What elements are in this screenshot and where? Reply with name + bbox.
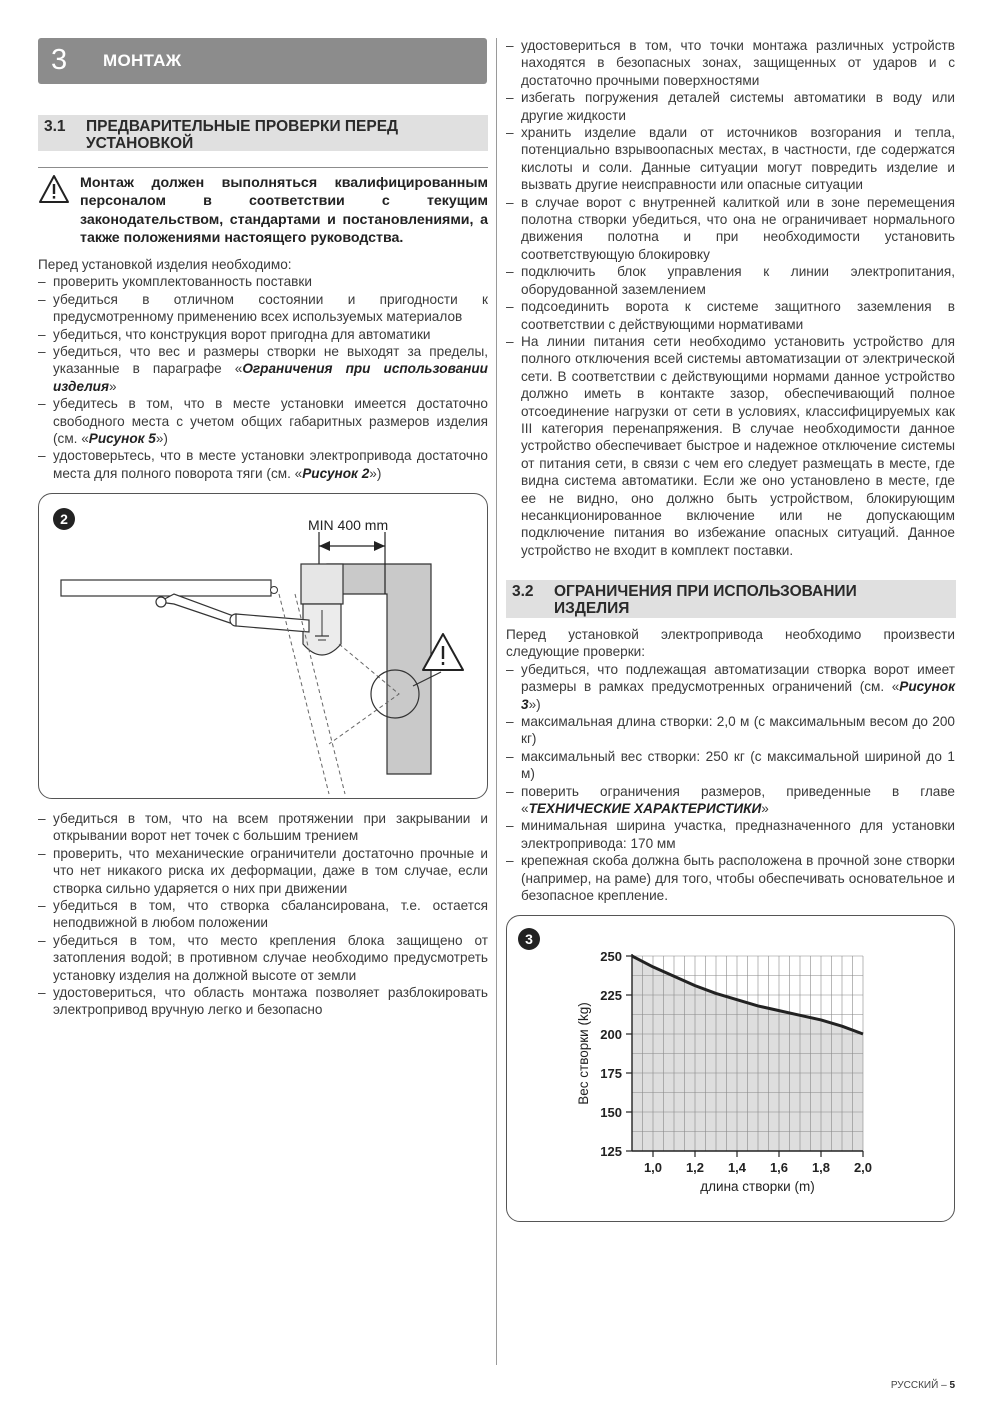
chart-y-tick-label: 200 [600,1027,622,1042]
chart-x-tick-label: 1,6 [769,1160,789,1175]
list-item-text: убедиться, что вес и размеры створки не выходят за пределы, указанные в параграфе « [53,344,488,377]
list-item: – проверить, что механические ограничители достаточно прочные и что нет никакого риска их деформации, даже в том случае, если створка сильно ударяется о них при движении [38,845,488,897]
list-item: – убедиться, что конструкция ворот пригодна для автоматики [38,326,488,343]
right-text-block-1 [506,37,955,559]
list-item [38,395,488,447]
page-number: 5 [949,1380,955,1391]
figure-badge: 3 [518,928,540,950]
list-item: – минимальная ширина участка, предназначенного для установки электропривода: 170 мм [506,817,955,852]
right-text-block-2 [506,626,955,905]
list-item-text: ») [369,465,382,481]
section-title: ОГРАНИЧЕНИЯ ПРИ ИСПОЛЬЗОВАНИИ ИЗДЕЛИЯ [554,583,857,617]
figure-reference-link[interactable]: Рисунок 2 [302,465,370,481]
list-item: – хранить изделие вдали от источников возгорания и тепла, потенциально взрывоопасных местах, в частности, где содержатся кислоты и соли. Данные ситуации могут повредить изделие и вызвать другие неисправности или опасные ситуации [506,124,955,194]
list-item-text: поверить ограничения размеров, приведенные в главе « [521,783,955,817]
checklist [38,273,488,482]
list-item-text: убедитесь в том, что в месте установки имеется достаточно свободного места с учетом общих габаритных размеров изделия (см. « [53,396,488,447]
chapter-header [38,38,487,84]
checklist [506,37,955,559]
list-item: – в случае ворот с внутренней калиткой или в зоне перемещения полотна створки убедиться, что она не ограничивает нормального движения полотна и при необходимости установить соответствующую блокировку [506,194,955,264]
figure-2-box [38,493,488,799]
list-item: – убедиться в том, что створка сбалансирована, т.е. остается неподвижной в любом положении [38,897,488,932]
list-item-text: » [761,801,769,817]
section-number: 3.2 [512,583,534,600]
chart-x-tick-label: 2,0 [853,1160,873,1175]
figure-3-box [506,915,955,1222]
list-item: – удостовериться, что область монтажа позволяет разблокировать электропривод вручную легко и безопасно [38,984,488,1019]
chart-x-tick-label: 1,8 [811,1160,831,1175]
chart-y-tick-label: 250 [600,949,622,964]
list-item-text: ») [155,431,168,447]
chart-y-tick-label: 175 [600,1066,622,1081]
column-divider [496,38,497,1365]
list-item: – проверить укомплектованность поставки [38,273,488,290]
list-item-text: удостоверьтесь, что в месте установки электропривода достаточно места для полного поворота тяги (см. « [53,448,488,481]
chapter-number: 3 [51,44,68,77]
section-title: ПРЕДВАРИТЕЛЬНЫЕ ПРОВЕРКИ ПЕРЕД УСТАНОВКОЙ [86,118,399,152]
list-item: – подключить блок управления к линии электропитания, оборудованной заземлением [506,263,955,298]
list-item-text: » [108,378,117,394]
dimension-label: MIN 400 mm [308,517,389,533]
list-item [506,661,955,713]
figure-badge: 2 [53,508,75,530]
installation-diagram [39,494,487,798]
list-item: – убедиться в отличном состоянии и пригодности к предусмотренному применению всех используемых материалов [38,291,488,326]
list-item: – максимальная длина створки: 2,0 м (с максимальным весом до 200 кг) [506,713,955,748]
list-item: – убедиться в том, что место крепления блока защищено от затопления водой; в противном случае необходимо предусмотреть установку изделия на должной высоте от земли [38,932,488,984]
warning-block [38,167,488,247]
figure-reference-link[interactable]: Рисунок 5 [88,431,156,447]
list-item: – убедиться в том, что на всем протяжении при закрывании и открывании ворот нет точек с большим трением [38,810,488,845]
chart-x-axis-label: длина створки (m) [700,1179,815,1194]
left-text-block-2 [38,810,488,1019]
section-3-2-heading [506,580,956,618]
chart-y-tick-label: 225 [600,988,622,1003]
list-item: – подсоединить ворота к системе защитного заземления в соответствии с действующими нормативами [506,298,955,333]
left-text-block-1 [38,256,488,482]
footer-language: РУССКИЙ – [890,1380,950,1391]
intro-text: Перед установкой электропривода необходимо произвести следующие проверки: [506,627,955,660]
list-item: – На линии питания сети необходимо установить устройство для полного отключения всей системы автоматизации от электрической сети. В соответствии с действующими нормами данное устройство должно иметь в контакте зазор, обеспечивающий полное отсоединение нагрузки от сети в условиях, классифицируемых как III категория перенапряжения. В случае необходимости данное устройство обеспечивает быстрое и надежное отключение системы от питания сети, в связи с чем его следует размещать в месте, где видна система автоматики. Если же оно установлено в месте, где ее не видно, оно должно быть устройством, блокирующим несанкционированное включение или не допускающим подключение питания во избежание опасных ситуаций. Данное устройство не входит в комплект поставки. [506,333,955,559]
section-number: 3.1 [44,118,66,135]
checklist [506,661,955,905]
warning-text: Монтаж должен выполняться квалифицированным персоналом в соответствии с текущим законодательством, стандартами и постановлениями, а также положениями настоящего руководства. [80,175,488,246]
chart-x-tick-label: 1,4 [727,1160,747,1175]
list-item: – избегать погружения деталей системы автоматики в воду или другие жидкости [506,89,955,124]
checklist [38,810,488,1019]
chart-y-tick-label: 150 [600,1105,622,1120]
chart-y-tick-label: 125 [600,1144,622,1159]
page-footer [891,1377,955,1394]
list-item-text: ») [528,696,541,712]
list-item-text: убедиться, что подлежащая автоматизации створка ворот имеет размеры в рамках предусмотренных ограничений (см. « [521,661,955,695]
cross-reference-link[interactable]: ТЕХНИЧЕСКИЕ ХАРАКТЕРИСТИКИ [528,801,762,817]
list-item: – максимальный вес створки: 250 кг (с максимальной шириной до 1 м) [506,748,955,783]
section-3-1-heading [38,115,488,151]
cross-reference-link[interactable]: Ограничения при использовании изделия [53,361,488,394]
chart-x-tick-label: 1,0 [643,1160,663,1175]
list-item [38,343,488,395]
list-item [506,783,955,818]
chapter-title: МОНТАЖ [103,51,182,71]
weight-length-chart [507,916,954,1221]
intro-text: Перед установкой изделия необходимо: [38,257,292,272]
chart-x-tick-label: 1,2 [685,1160,705,1175]
list-item [38,447,488,482]
list-item: – удостовериться в том, что точки монтажа различных устройств находятся в безопасных зонах, защищенных от ударов и с достаточно прочными поверхностями [506,37,955,89]
warning-icon [38,174,70,204]
figure-reference-link[interactable]: Рисунок 3 [521,679,955,712]
list-item: – крепежная скоба должна быть расположена в прочной зоне створки (например, на раме) для того, чтобы обеспечивать основательное и безопасное крепление. [506,852,955,904]
chart-y-axis-label: Вес створки (kg) [576,1002,591,1105]
